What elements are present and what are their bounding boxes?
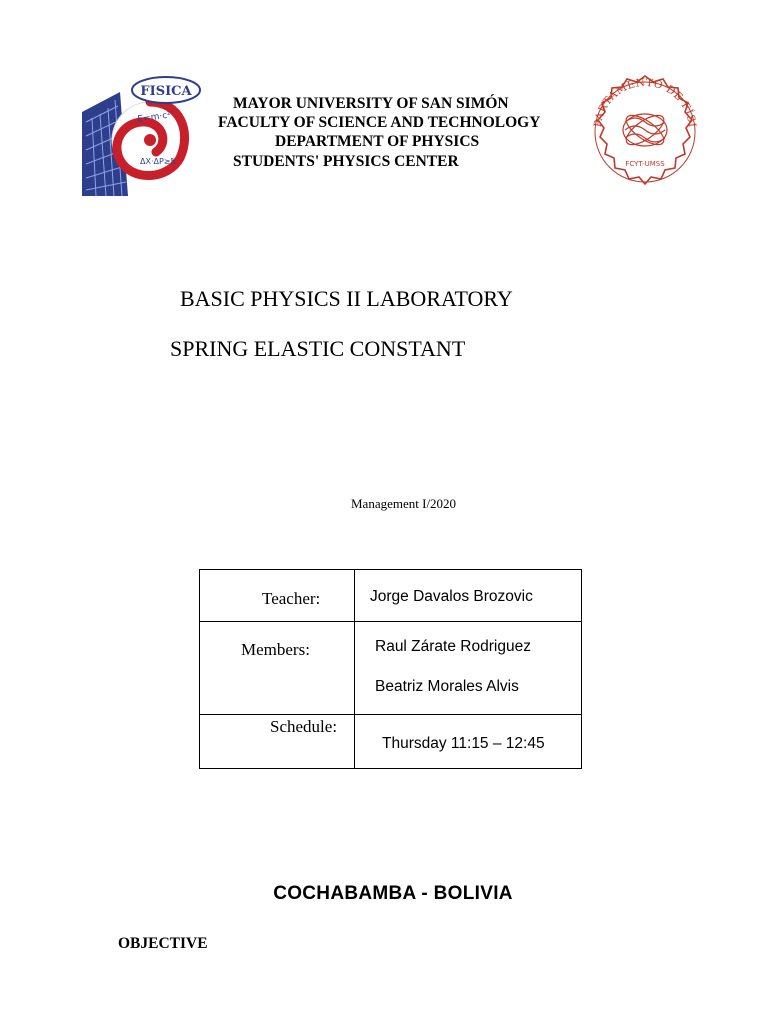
members-label: Members: [241, 640, 310, 659]
column-divider [354, 570, 355, 621]
lab-title: BASIC PHYSICS II LABORATORY [180, 286, 513, 311]
department-seal [579, 66, 711, 194]
schedule-row [200, 714, 581, 768]
management-period: Management I/2020 [351, 496, 457, 511]
formula-energy: E=m·c² [137, 110, 172, 125]
physics-center-logo [80, 72, 202, 198]
schedule-time: Thursday 11:15 – 12:45 [382, 735, 545, 752]
fisica-wordmark [132, 77, 200, 103]
university-name: MAYOR UNIVERSITY OF SAN SIMÓN [233, 95, 509, 112]
city-country: COCHABAMBA - BOLIVIA [273, 883, 513, 904]
column-divider [354, 714, 355, 768]
seal-ring-text: PARTAMENTO DE FÍSI [592, 76, 698, 129]
fisica-word: FISICA [140, 84, 192, 99]
teacher-label: Teacher: [262, 589, 321, 608]
section-heading-objective: OBJECTIVE [118, 935, 208, 952]
column-divider [354, 621, 355, 714]
teacher-name: Jorge Davalos Brozovic [370, 588, 533, 605]
center-name: STUDENTS' PHYSICS CENTER [233, 153, 459, 170]
info-table [199, 569, 582, 769]
experiment-title: SPRING ELASTIC CONSTANT [170, 336, 466, 361]
member-name: Beatriz Morales Alvis [375, 678, 519, 695]
formula-uncertainty: ΔX·ΔP≥ħ [140, 157, 177, 166]
members-row [200, 621, 581, 715]
member-name: Raul Zárate Rodriguez [375, 638, 531, 655]
department-name: DEPARTMENT OF PHYSICS [275, 133, 480, 150]
seal-bottom-text: FCYT-UMSS [625, 160, 665, 168]
schedule-label: Schedule: [270, 717, 338, 736]
teacher-row [200, 570, 581, 622]
faculty-name: FACULTY OF SCIENCE AND TECHNOLOGY [218, 114, 541, 131]
